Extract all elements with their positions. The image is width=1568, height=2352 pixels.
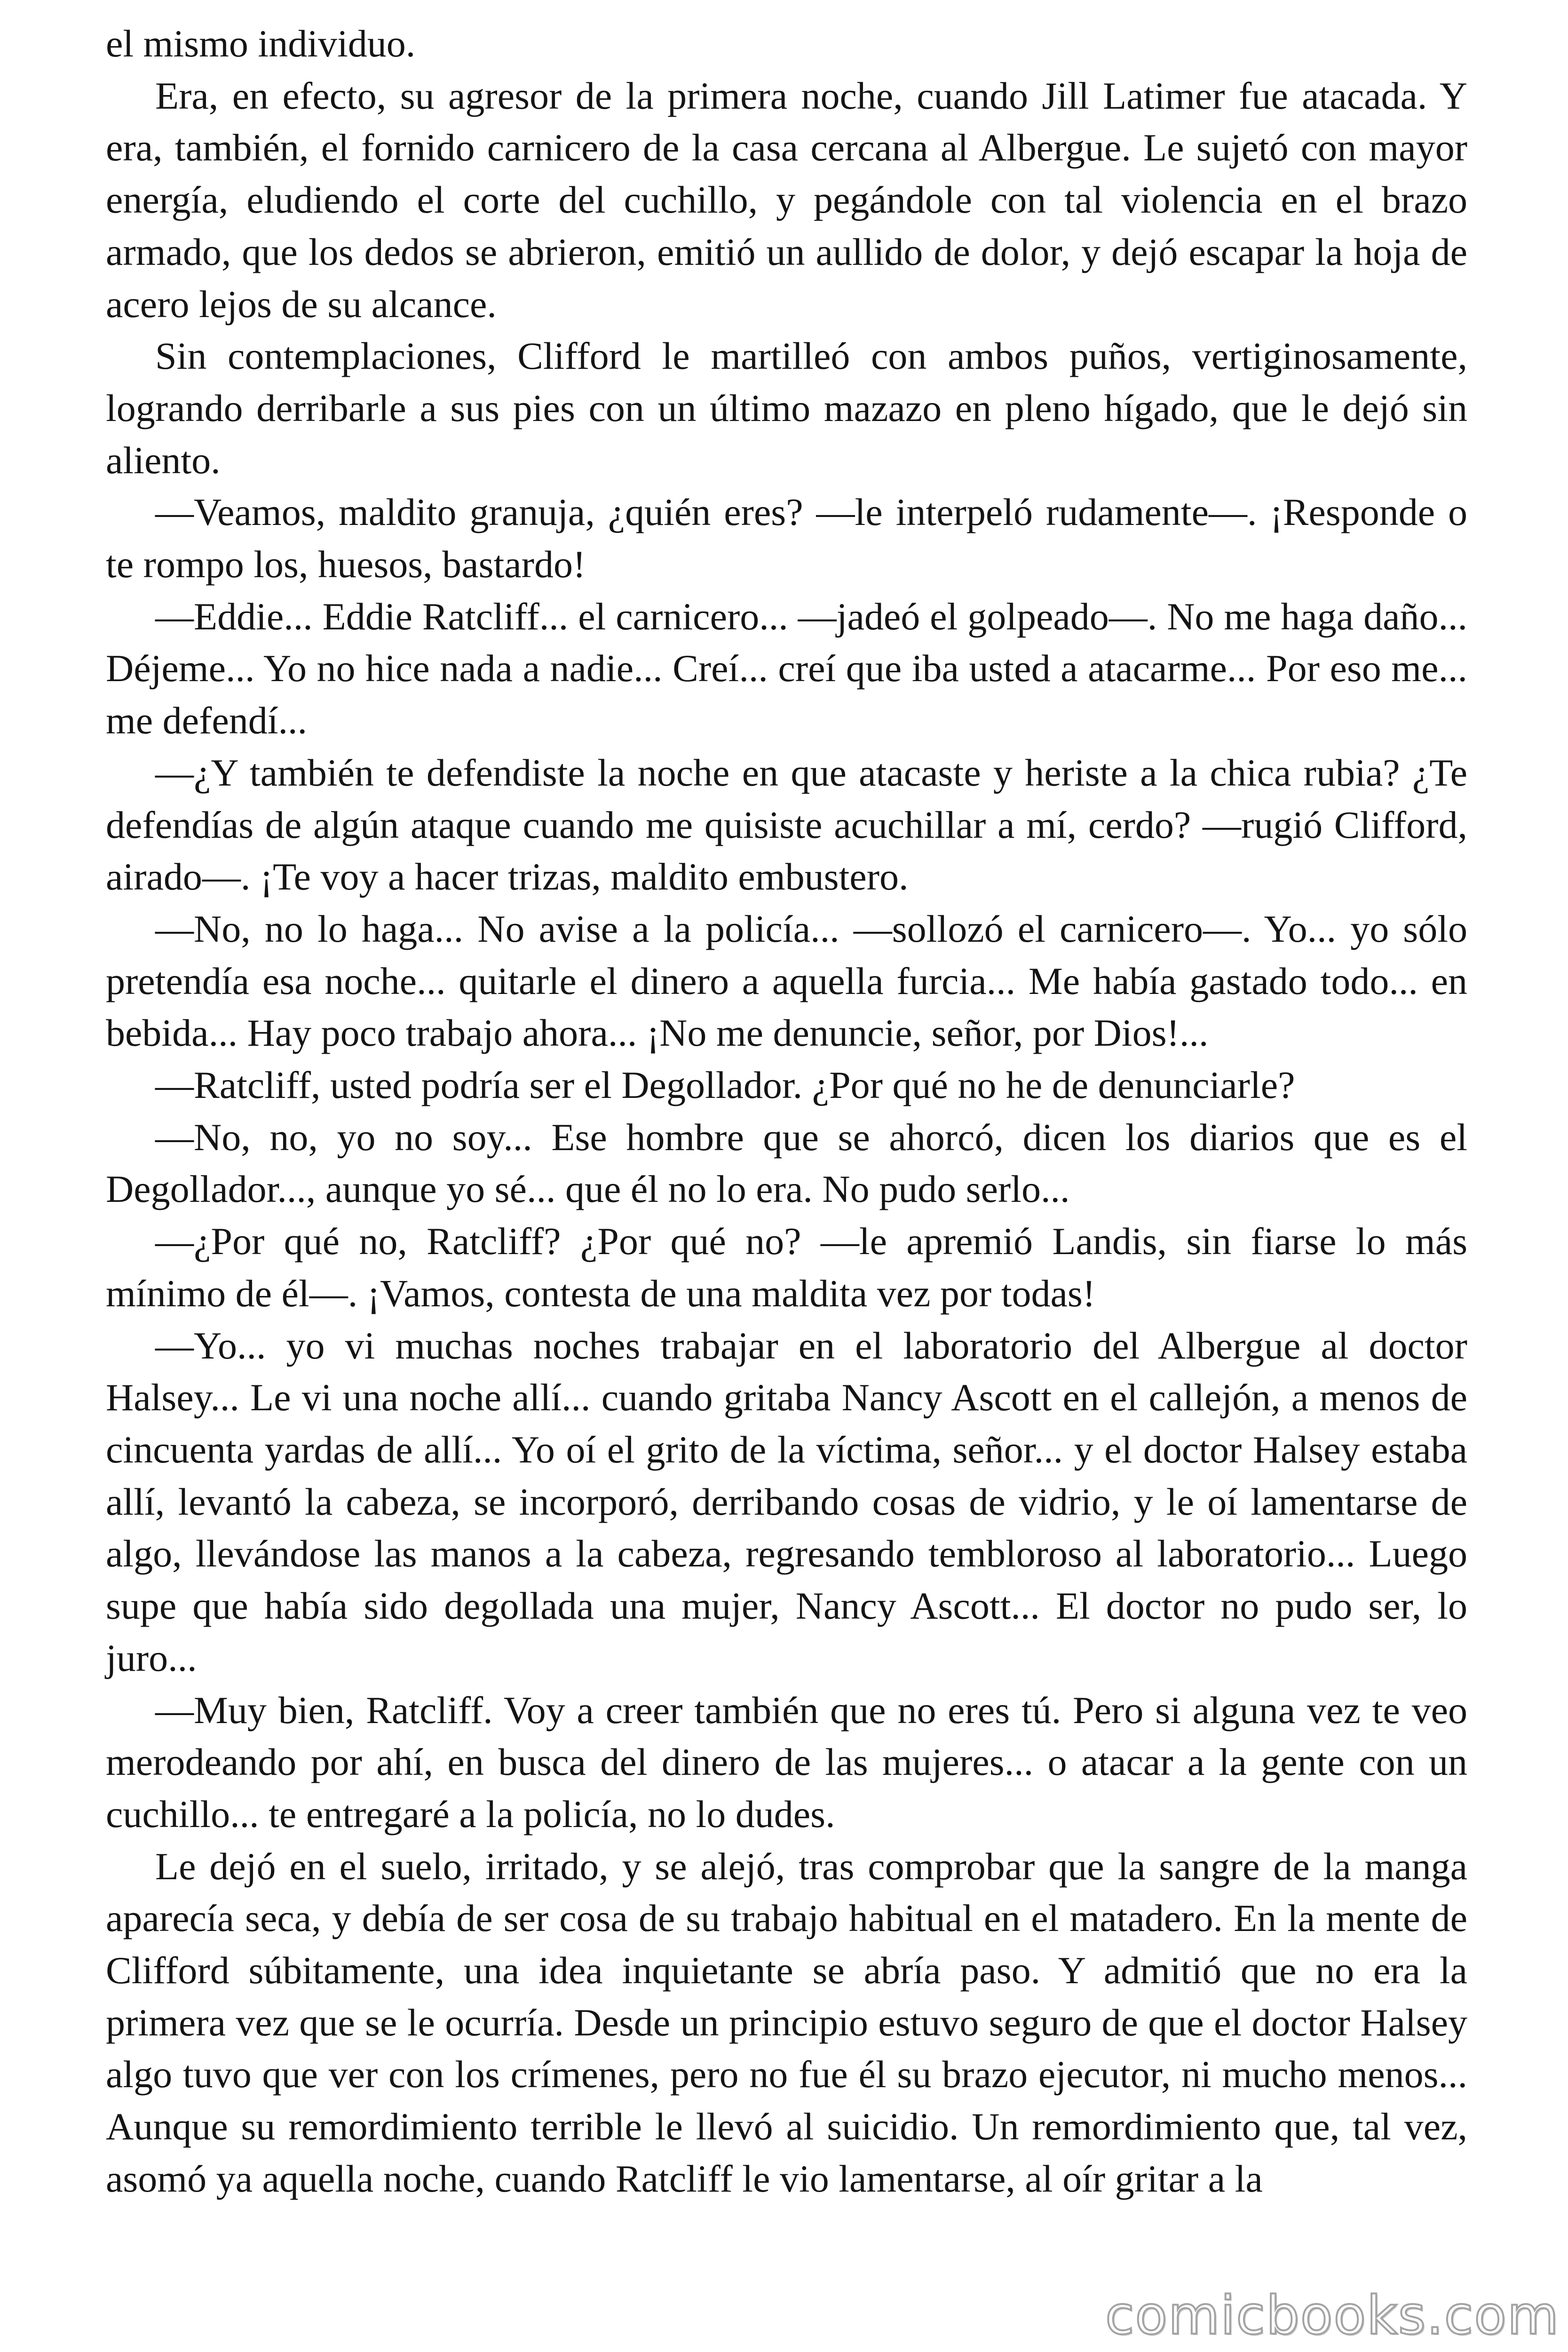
paragraph: el mismo individuo.: [106, 22, 416, 65]
paragraph: —Veamos, maldito granuja, ¿quién eres? —le interpeló rudamente—. ¡Responde o te rompo los, huesos, bastardo!: [106, 491, 1467, 586]
watermark: comicbooks.com: [1105, 2285, 1560, 2346]
paragraph: —No, no, yo no soy... Ese hombre que se ahorcó, dicen los diarios que es el Degollador..., aunque yo sé... que él no lo era. No pudo serlo...: [106, 1115, 1467, 1211]
paragraph: Le dejó en el suelo, irritado, y se alejó, tras comprobar que la sangre de la manga aparecía seca, y debía de ser cosa de su trabajo habitual en el matadero. En la mente de Clifford súbitamente, una idea inquietante se abría paso. Y admitió que no era la primera vez que se le ocurría. Desde un principio estuvo seguro de que el doctor Halsey algo tuvo que ver con los crímenes, pero no fue él su brazo ejecutor, ni mucho menos... Aunque su remordimiento terrible le llevó al suicidio. Un remordimiento que, tal vez, asomó ya aquella noche, cuando Ratcliff le vio lamentarse, al oír gritar a la: [106, 1844, 1467, 2200]
paragraph: —¿Y también te defendiste la noche en que atacaste y heriste a la chica rubia? ¿Te defendías de algún ataque cuando me quisiste acuchillar a mí, cerdo? —rugió Clifford, airado—. ¡Te voy a hacer trizas, maldito embustero.: [106, 751, 1467, 898]
paragraph: Era, en efecto, su agresor de la primera noche, cuando Jill Latimer fue atacada. Y era, también, el fornido carnicero de la casa cercana al Albergue. Le sujetó con mayor energía, eludiendo el corte del cuchillo, y pegándole con tal violencia en el brazo armado, que los dedos se abrieron, emitió un aullido de dolor, y dejó escapar la hoja de acero lejos de su alcance.: [106, 74, 1467, 326]
body-text: [106, 18, 1467, 2205]
paragraph: Sin contemplaciones, Clifford le martilleó con ambos puños, vertiginosamente, logrando derribarle a sus pies con un último mazazo en pleno hígado, que le dejó sin aliento.: [106, 334, 1467, 482]
paragraph: —Ratcliff, usted podría ser el Degollador. ¿Por qué no he de denunciarle?: [155, 1064, 1295, 1107]
paragraph: —Yo... yo vi muchas noches trabajar en el laboratorio del Albergue al doctor Halsey... Le vi una noche allí... cuando gritaba Nancy Ascott en el callejón, a menos de cincuenta yardas de allí... Yo oí el grito de la víctima, señor... y el doctor Halsey estaba allí, levantó la cabeza, se incorporó, derribando cosas de vidrio, y le oí lamentarse de algo, llevándose las manos a la cabeza, regresando tembloroso al laboratorio... Luego supe que había sido degollada una mujer, Nancy Ascott... El doctor no pudo ser, lo juro...: [106, 1324, 1467, 1679]
paragraph: —¿Por qué no, Ratcliff? ¿Por qué no? —le apremió Landis, sin fiarse lo más mínimo de él—. ¡Vamos, contesta de una maldita vez por todas!: [106, 1220, 1467, 1315]
paragraph: —Eddie... Eddie Ratcliff... el carnicero... —jadeó el golpeado—. No me haga daño... Déjeme... Yo no hice nada a nadie... Creí... creí que iba usted a atacarme... Por eso me... me defendí...: [106, 595, 1467, 742]
paragraph: —No, no lo haga... No avise a la policía... —sollozó el carnicero—. Yo... yo sólo pretendía esa noche... quitarle el dinero a aquella furcia... Me había gastado todo... en bebida... Hay poco trabajo ahora... ¡No me denuncie, señor, por Dios!...: [106, 907, 1467, 1055]
paragraph: —Muy bien, Ratcliff. Voy a creer también que no eres tú. Pero si alguna vez te veo merodeando por ahí, en busca del dinero de las mujeres... o atacar a la gente con un cuchillo... te entregaré a la policía, no lo dudes.: [106, 1688, 1467, 1836]
